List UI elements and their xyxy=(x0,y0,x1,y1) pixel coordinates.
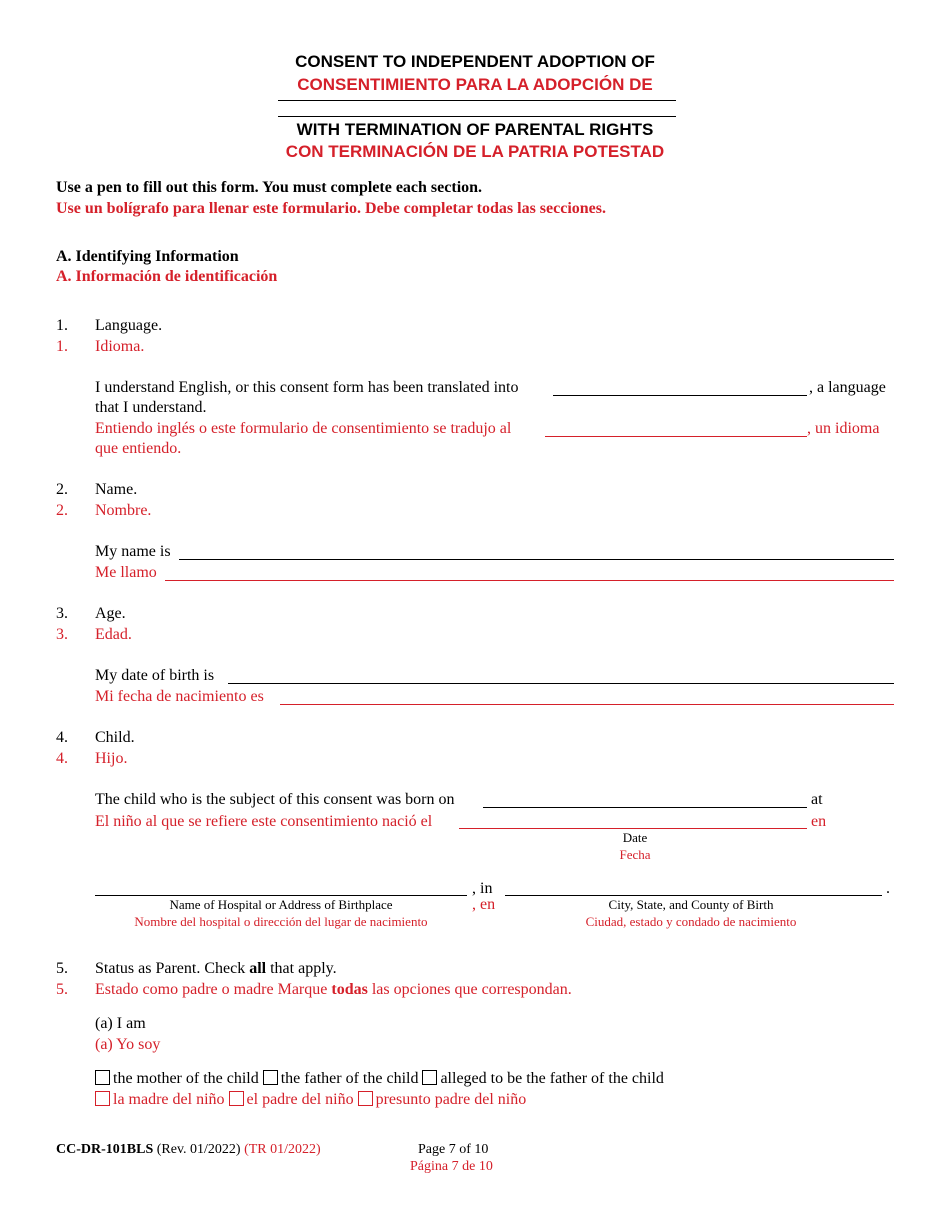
item-2-label-es: Nombre. xyxy=(95,502,152,519)
mother-label-es: la madre del niño xyxy=(113,1091,225,1108)
name-text-en: My name is xyxy=(95,543,171,560)
title-es-1: CONSENTIMIENTO PARA LA ADOPCIÓN DE xyxy=(297,75,653,94)
item-3-number-es: 3. xyxy=(56,626,68,643)
item-5-label-en: Status as Parent. Check all that apply. xyxy=(95,960,337,977)
father-label-en: the father of the child xyxy=(280,1070,419,1087)
hospital-caption-en: Name of Hospital or Address of Birthplace xyxy=(169,897,393,912)
title-es-2: CON TERMINACIÓN DE LA PATRIA POTESTAD xyxy=(285,142,665,161)
child-birth-date-line[interactable] xyxy=(483,807,807,808)
dob-text-es: Mi fecha de nacimiento es xyxy=(95,688,264,705)
item-4-label-en: Child. xyxy=(95,729,135,746)
item-3-label-en: Age. xyxy=(95,605,126,622)
section-a-heading-en: A. Identifying Information xyxy=(56,248,239,265)
hospital-input-line[interactable] xyxy=(95,895,467,896)
child-in-en: , in xyxy=(472,880,493,897)
footer-page-en: Page 7 of 10 xyxy=(418,1142,489,1157)
instructions-en: Use a pen to fill out this form. You must complete each section. xyxy=(56,179,483,196)
child-in-es: , en xyxy=(472,896,496,913)
city-caption-en: City, State, and County of Birth xyxy=(608,897,774,912)
adoptee-name-line[interactable] xyxy=(278,100,676,101)
city-caption-es: Ciudad, estado y condado de nacimiento xyxy=(585,914,797,929)
language-text-en-c: that I understand. xyxy=(95,399,207,416)
section-a-heading-es: A. Información de identificación xyxy=(56,268,278,285)
name-input-line[interactable] xyxy=(179,559,894,560)
father-checkbox-es[interactable] xyxy=(229,1091,244,1106)
dob-input-line[interactable] xyxy=(228,683,894,684)
item-5-label-es: Estado como padre o madre Marque todas las opciones que correspondan. xyxy=(95,981,572,998)
date-caption-en: Date xyxy=(622,830,648,845)
dob-input-line-es[interactable] xyxy=(280,704,894,705)
child-birth-text-en: The child who is the subject of this consent was born on xyxy=(95,791,455,808)
item-1-label-es: Idioma. xyxy=(95,338,145,355)
item-4-number-es: 4. xyxy=(56,750,68,767)
date-caption-es: Fecha xyxy=(619,847,651,862)
name-input-line-es[interactable] xyxy=(165,580,894,581)
language-text-en-b: , a language xyxy=(809,379,886,396)
item-3-number: 3. xyxy=(56,605,68,622)
alleged-father-checkbox-es[interactable] xyxy=(358,1091,373,1106)
hospital-caption-es: Nombre del hospital o dirección del lugar de nacimiento xyxy=(134,914,428,929)
parent-options-en xyxy=(95,1070,664,1088)
alleged-father-checkbox[interactable] xyxy=(422,1070,437,1085)
alleged-father-label-en: alleged to be the father of the child xyxy=(440,1070,664,1087)
child-birth-text-es: El niño al que se refiere este consentimiento nació el xyxy=(95,813,433,830)
item-2-label-en: Name. xyxy=(95,481,138,498)
dob-text-en: My date of birth is xyxy=(95,667,215,684)
item-4-number: 4. xyxy=(56,729,68,746)
city-input-line[interactable] xyxy=(505,895,882,896)
language-text-es: Entiendo inglés o este formulario de consentimiento se tradujo al xyxy=(95,420,512,437)
item-1-label-en: Language. xyxy=(95,317,163,334)
footer-page-es: Página 7 de 10 xyxy=(410,1159,493,1174)
item-1-number: 1. xyxy=(56,317,68,334)
father-checkbox[interactable] xyxy=(263,1070,278,1085)
child-birth-date-line-es[interactable] xyxy=(459,828,807,829)
mother-checkbox[interactable] xyxy=(95,1070,110,1085)
mother-checkbox-es[interactable] xyxy=(95,1091,110,1106)
item-5-number-es: 5. xyxy=(56,981,68,998)
language-input-line[interactable] xyxy=(553,395,807,396)
status-sub-a-en: (a) I am xyxy=(95,1015,146,1032)
name-text-es: Me llamo xyxy=(95,564,157,581)
language-text-es-c: que entiendo. xyxy=(95,440,182,457)
language-input-line-es[interactable] xyxy=(545,436,807,437)
alleged-father-label-es: presunto padre del niño xyxy=(375,1091,527,1108)
title-en-2: WITH TERMINATION OF PARENTAL RIGHTS xyxy=(296,120,654,139)
status-sub-a-es: (a) Yo soy xyxy=(95,1036,161,1053)
title-en-1: CONSENT TO INDEPENDENT ADOPTION OF xyxy=(295,52,655,71)
item-2-number: 2. xyxy=(56,481,68,498)
item-5-number: 5. xyxy=(56,960,68,977)
item-1-number-es: 1. xyxy=(56,338,68,355)
item-4-label-es: Hijo. xyxy=(95,750,128,767)
instructions-es: Use un bolígrafo para llenar este formulario. Debe completar todas las secciones. xyxy=(56,200,607,217)
adoptee-name-line-2[interactable] xyxy=(278,116,676,117)
language-text-en: I understand English, or this consent form has been translated into xyxy=(95,379,519,396)
father-label-es: el padre del niño xyxy=(246,1091,354,1108)
item-3-label-es: Edad. xyxy=(95,626,132,643)
parent-options-es xyxy=(95,1091,526,1109)
child-at-es: en xyxy=(811,813,827,830)
child-period: . xyxy=(886,880,890,897)
footer-form-id: CC-DR-101BLS (Rev. 01/2022) (TR 01/2022) xyxy=(56,1142,321,1157)
language-text-es-b: , un idioma xyxy=(807,420,880,437)
child-at-en: at xyxy=(811,791,823,808)
item-2-number-es: 2. xyxy=(56,502,68,519)
mother-label-en: the mother of the child xyxy=(113,1070,259,1087)
